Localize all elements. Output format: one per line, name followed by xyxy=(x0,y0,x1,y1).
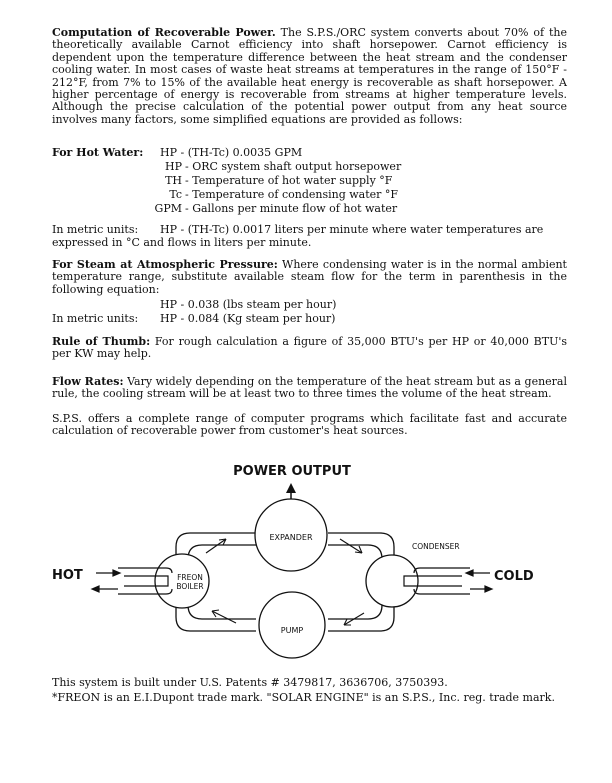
steam-formula: HP - 0.038 (lbs steam per hour) xyxy=(160,298,337,311)
hot-water-metric-cont: expressed in °C and flows in liters per minute. xyxy=(52,236,312,249)
hot-water-metric-formula: HP - (TH-Tc) 0.0017 liters per minute where water temperatures are xyxy=(160,223,544,236)
trademark-note: *FREON is an E.I.Dupont trade mark. "SOLAR ENGINE" is an S.P.S., Inc. reg. trade mark. xyxy=(52,691,555,704)
pump-label: PUMP xyxy=(280,626,304,635)
steam-metric-formula: HP - 0.084 (Kg steam per hour) xyxy=(160,312,336,325)
steam-heading: For Steam at Atmospheric Pressure: xyxy=(52,258,278,271)
steam-paragraph xyxy=(52,259,567,296)
expander-label: EXPANDER xyxy=(269,533,313,542)
diagram-title: POWER OUTPUT xyxy=(233,464,351,479)
definition-desc: - Gallons per minute flow of hot water xyxy=(185,202,398,215)
definition-desc: - ORC system shaft output horsepower xyxy=(185,160,402,173)
flow-rates-heading: Flow Rates: xyxy=(52,375,124,388)
definition-term: TH xyxy=(165,174,182,187)
hot-water-label: For Hot Water: xyxy=(52,146,144,159)
freon-boiler xyxy=(155,554,209,608)
hot-water-metric-label: In metric units: xyxy=(52,223,139,236)
flow-rates-body: Vary widely depending on the temperature of the heat stream but as a general rule, the cooling stream will be at least two to three times the volume of the heat stream. xyxy=(52,375,568,401)
intro-heading: Computation of Recoverable Power. xyxy=(52,26,276,39)
definition-desc: - Temperature of hot water supply °F xyxy=(185,174,393,187)
definition-desc: - Temperature of condensing water °F xyxy=(185,188,399,201)
hot-water-formula: HP - (TH-Tc) 0.0035 GPM xyxy=(160,146,303,159)
intro-body: The S.P.S./ORC system converts about 70% of the theoretically available Carnot efficiency into shaft horsepower. Carnot efficiency is dependent upon the temperature difference between the heat stream and the condenser cooling water. In most cases of waste heat streams at temperatures in the range of 150°F - 212°F, from 7% to 15% of the available heat energy is recoverable as shaft horsepower. A higher percentage of energy is recoverable from streams at higher temperature levels. Although the precise calculation of the potential power output from any heat source involves many factors, some simplified equations are provided as follows: xyxy=(52,26,567,126)
power-output-arrow xyxy=(286,483,296,500)
cold-label: COLD xyxy=(494,569,534,584)
offer-paragraph: S.P.S. offers a complete range of computer programs which facilitate fast and accurate calculation of recoverable power from customer's heat sources. xyxy=(52,412,567,438)
flow-rates-paragraph xyxy=(52,376,567,401)
patents-note: This system is built under U.S. Patents # 3479817, 3636706, 3750393. xyxy=(52,676,448,689)
expander xyxy=(255,499,327,571)
definition-term: HP xyxy=(165,160,182,173)
steam-metric-label: In metric units: xyxy=(52,312,139,325)
rule-of-thumb-paragraph xyxy=(52,336,567,361)
definition-term: GPM xyxy=(154,202,182,215)
boiler-label-line1: FREON xyxy=(177,573,203,582)
intro-paragraph xyxy=(52,27,567,126)
hot-label: HOT xyxy=(52,568,83,583)
condenser-label: CONDENSER xyxy=(412,542,460,551)
rule-of-thumb-body: For rough calculation a figure of 35,000 BTU's per HP or 40,000 BTU's per KW may help. xyxy=(52,335,568,361)
boiler-label-line2: BOILER xyxy=(176,582,204,591)
definition-term: Tc xyxy=(169,188,182,201)
rule-of-thumb-heading: Rule of Thumb: xyxy=(52,335,151,348)
orc-system-diagram xyxy=(0,455,612,660)
pump xyxy=(259,592,325,658)
steam-body: Where condensing water is in the normal ambient temperature range, substitute available steam flow for the term in parenthesis in the following equation: xyxy=(52,258,567,296)
